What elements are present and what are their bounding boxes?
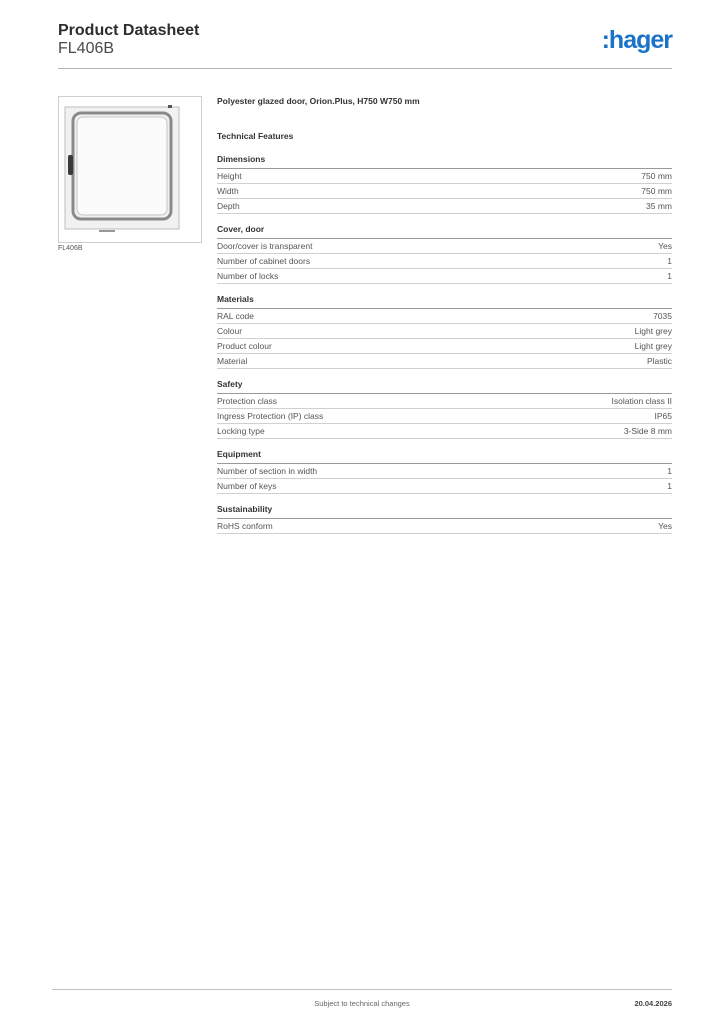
product-description: Polyester glazed door, Orion.Plus, H750 W750 mm [217,96,420,106]
spec-value: 750 mm [641,171,672,181]
spec-label: Number of locks [217,271,279,281]
spec-row [217,464,672,479]
spec-row [217,394,672,409]
spec-label: Ingress Protection (IP) class [217,411,324,421]
spec-value: Plastic [646,356,672,366]
document-title: Product Datasheet [58,22,200,39]
technical-features-heading: Technical Features [217,131,294,141]
spec-value: 1 [667,466,672,476]
spec-value: 1 [667,256,672,266]
header-divider [58,68,672,69]
spec-label: Depth [217,201,240,211]
spec-row [217,519,672,534]
feature-section [217,449,672,494]
spec-row [217,199,672,214]
section-title: Safety [217,379,672,394]
spec-row [217,324,672,339]
spec-row [217,254,672,269]
feature-section [217,154,672,214]
spec-row [217,184,672,199]
spec-label: Protection class [217,396,277,406]
section-title: Materials [217,294,672,309]
footer-date: 20.04.2026 [634,999,672,1008]
feature-sections [217,154,672,534]
spec-label: Height [217,171,242,181]
spec-row [217,339,672,354]
spec-row [217,269,672,284]
spec-label: Number of cabinet doors [217,256,311,266]
spec-row [217,409,672,424]
section-title: Cover, door [217,224,672,239]
feature-section [217,224,672,284]
feature-section [217,294,672,369]
spec-label: Door/cover is transparent [217,241,313,251]
spec-label: Product colour [217,341,272,351]
spec-row [217,309,672,324]
spec-label: Locking type [217,426,265,436]
product-details [217,96,672,544]
spec-label: Number of keys [217,481,277,491]
spec-row [217,239,672,254]
spec-value: IP65 [654,411,672,421]
spec-row [217,424,672,439]
spec-row [217,169,672,184]
spec-label: RAL code [217,311,255,321]
footer-note: Subject to technical changes [314,999,410,1008]
spec-value: 1 [667,271,672,281]
feature-section [217,379,672,439]
spec-label: Number of section in width [217,466,318,476]
spec-value: 35 mm [646,201,672,211]
hager-logo: :hager [601,26,672,54]
section-title: Dimensions [217,154,672,169]
document-header [58,22,199,58]
spec-row [217,479,672,494]
glazed-door-illustration [59,97,201,242]
spec-value: Isolation class II [611,396,672,406]
spec-value: 1 [667,481,672,491]
spec-row [217,354,672,369]
spec-value: Light grey [634,326,672,336]
spec-label: Width [217,186,239,196]
footer-divider [52,989,672,990]
product-image [58,96,202,243]
spec-value: Yes [658,521,672,531]
spec-label: Colour [217,326,243,336]
spec-value: Yes [658,241,672,251]
image-caption: FL406B [58,245,83,252]
section-title: Equipment [217,449,672,464]
section-title: Sustainability [217,504,672,519]
product-code: FL406B [58,40,115,57]
spec-label: Material [217,356,248,366]
spec-value: 3-Side 8 mm [623,426,672,436]
spec-value: Light grey [634,341,672,351]
spec-value: 750 mm [641,186,672,196]
feature-section [217,504,672,534]
spec-value: 7035 [653,311,672,321]
spec-label: RoHS conform [217,521,273,531]
